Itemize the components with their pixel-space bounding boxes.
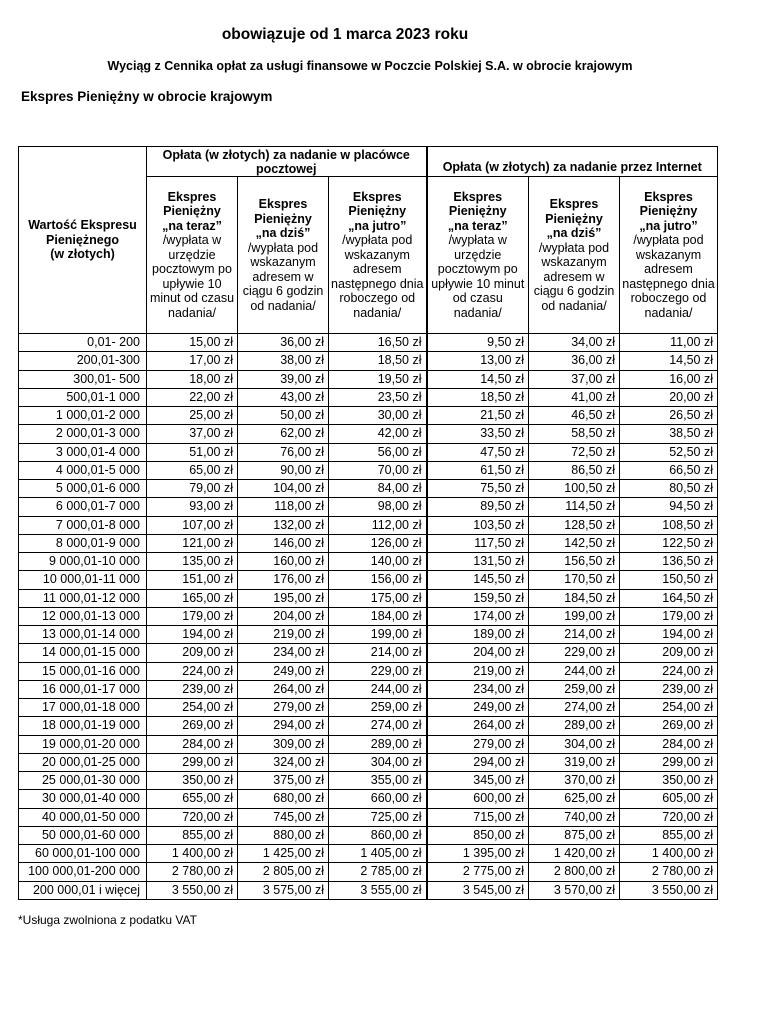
service-name-line: Pieniężny <box>448 204 507 219</box>
fee-cell: 875,00 zł <box>529 826 620 844</box>
fee-cell: 156,00 zł <box>329 571 427 589</box>
fee-cell: 94,50 zł <box>620 498 718 516</box>
fee-cell: 244,00 zł <box>529 662 620 680</box>
fee-cell: 128,50 zł <box>529 516 620 534</box>
service-header <box>147 177 238 334</box>
service-name-line: Pieniężny <box>163 204 221 219</box>
service-name-line: Ekspres <box>644 189 693 204</box>
value-range-cell: 12 000,01-13 000 <box>19 607 147 625</box>
fee-cell: 80,50 zł <box>620 480 718 498</box>
fee-cell: 174,00 zł <box>427 607 529 625</box>
effective-date: obowiązuje od 1 marca 2023 roku <box>221 26 469 43</box>
table-row <box>19 407 718 425</box>
fee-cell: 84,00 zł <box>329 480 427 498</box>
fee-cell: 195,00 zł <box>238 589 329 607</box>
table-row <box>19 589 718 607</box>
table-row <box>19 370 718 388</box>
fee-cell: 2 805,00 zł <box>238 863 329 881</box>
fee-cell: 224,00 zł <box>147 662 238 680</box>
fee-cell: 375,00 zł <box>238 772 329 790</box>
value-header-line: (w złotych) <box>50 247 115 262</box>
fee-cell: 224,00 zł <box>620 662 718 680</box>
section-title: Ekspres Pieniężny w obrocie krajowym <box>21 89 273 104</box>
value-range-cell: 14 000,01-15 000 <box>19 644 147 662</box>
fee-cell: 214,00 zł <box>329 644 427 662</box>
fee-cell: 98,00 zł <box>329 498 427 516</box>
fee-cell: 61,50 zł <box>427 461 529 479</box>
fee-cell: 14,50 zł <box>620 352 718 370</box>
table-row <box>19 808 718 826</box>
fee-cell: 234,00 zł <box>427 680 529 698</box>
fee-cell: 370,00 zł <box>529 772 620 790</box>
fee-cell: 70,00 zł <box>329 461 427 479</box>
fee-cell: 209,00 zł <box>620 644 718 662</box>
value-range-cell: 16 000,01-17 000 <box>19 680 147 698</box>
fee-cell: 33,50 zł <box>427 425 529 443</box>
price-table <box>18 146 718 900</box>
fee-cell: 151,00 zł <box>147 571 238 589</box>
fee-cell: 2 785,00 zł <box>329 863 427 881</box>
table-row <box>19 626 718 644</box>
value-range-cell: 8 000,01-9 000 <box>19 534 147 552</box>
service-description: /wypłata w urzędzie pocztowym po upływie 10 minut od czasu nadania/ <box>431 233 525 320</box>
fee-cell: 324,00 zł <box>238 753 329 771</box>
fee-cell: 740,00 zł <box>529 808 620 826</box>
fee-cell: 194,00 zł <box>147 626 238 644</box>
fee-cell: 1 425,00 zł <box>238 845 329 863</box>
fee-cell: 3 575,00 zł <box>238 881 329 899</box>
fee-cell: 274,00 zł <box>529 699 620 717</box>
service-name-line: Ekspres <box>167 189 217 204</box>
fee-cell: 3 555,00 zł <box>329 881 427 899</box>
fee-cell: 75,50 zł <box>427 480 529 498</box>
fee-cell: 51,00 zł <box>147 443 238 461</box>
value-range-cell: 5 000,01-6 000 <box>19 480 147 498</box>
fee-cell: 715,00 zł <box>427 808 529 826</box>
fee-cell: 209,00 zł <box>147 644 238 662</box>
fee-cell: 76,00 zł <box>238 443 329 461</box>
service-name-line: „na dziś” <box>546 226 602 240</box>
fee-cell: 118,00 zł <box>238 498 329 516</box>
fee-cell: 17,00 zł <box>147 352 238 370</box>
service-description: /wypłata pod wskazanym adresem następnego dnia roboczego od nadania/ <box>331 233 424 320</box>
fee-cell: 1 400,00 zł <box>147 845 238 863</box>
table-row <box>19 388 718 406</box>
fee-cell: 345,00 zł <box>427 772 529 790</box>
fee-cell: 16,50 zł <box>329 334 427 352</box>
table-row <box>19 480 718 498</box>
value-range-cell: 6 000,01-7 000 <box>19 498 147 516</box>
fee-cell: 239,00 zł <box>620 680 718 698</box>
value-range-cell: 20 000,01-25 000 <box>19 753 147 771</box>
fee-cell: 199,00 zł <box>529 607 620 625</box>
fee-cell: 294,00 zł <box>238 717 329 735</box>
fee-cell: 20,00 zł <box>620 388 718 406</box>
fee-cell: 56,00 zł <box>329 443 427 461</box>
fee-cell: 140,00 zł <box>329 553 427 571</box>
table-row <box>19 717 718 735</box>
value-range-cell: 0,01- 200 <box>19 334 147 352</box>
service-header <box>329 177 427 334</box>
fee-cell: 90,00 zł <box>238 461 329 479</box>
table-row <box>19 662 718 680</box>
fee-cell: 299,00 zł <box>147 753 238 771</box>
fee-cell: 259,00 zł <box>529 680 620 698</box>
table-row <box>19 461 718 479</box>
fee-cell: 15,00 zł <box>147 334 238 352</box>
service-name-line: Ekspres <box>453 189 503 204</box>
service-name-line: Pieniężny <box>639 204 698 219</box>
table-row <box>19 790 718 808</box>
fee-cell: 289,00 zł <box>529 717 620 735</box>
table-row <box>19 607 718 625</box>
value-range-cell: 30 000,01-40 000 <box>19 790 147 808</box>
fee-cell: 3 550,00 zł <box>147 881 238 899</box>
fee-cell: 199,00 zł <box>329 626 427 644</box>
fee-cell: 304,00 zł <box>529 735 620 753</box>
fee-cell: 299,00 zł <box>620 753 718 771</box>
fee-cell: 1 395,00 zł <box>427 845 529 863</box>
fee-cell: 25,00 zł <box>147 407 238 425</box>
service-name-line: Pieniężny <box>254 211 312 226</box>
value-range-cell: 100 000,01-200 000 <box>19 863 147 881</box>
fee-cell: 93,00 zł <box>147 498 238 516</box>
fee-cell: 164,50 zł <box>620 589 718 607</box>
fee-cell: 156,50 zł <box>529 553 620 571</box>
fee-cell: 46,50 zł <box>529 407 620 425</box>
fee-cell: 350,00 zł <box>147 772 238 790</box>
fee-cell: 170,50 zł <box>529 571 620 589</box>
value-range-cell: 13 000,01-14 000 <box>19 626 147 644</box>
table-row <box>19 334 718 352</box>
fee-cell: 30,00 zł <box>329 407 427 425</box>
fee-cell: 103,50 zł <box>427 516 529 534</box>
service-name-line: Ekspres <box>352 189 402 204</box>
value-range-cell: 300,01- 500 <box>19 370 147 388</box>
fee-cell: 1 405,00 zł <box>329 845 427 863</box>
service-description: /wypłata pod wskazanym adresem w ciągu 6 godzin od nadania/ <box>242 240 324 313</box>
fee-cell: 189,00 zł <box>427 626 529 644</box>
value-range-cell: 15 000,01-16 000 <box>19 662 147 680</box>
fee-cell: 135,00 zł <box>147 553 238 571</box>
value-range-cell: 18 000,01-19 000 <box>19 717 147 735</box>
fee-cell: 43,00 zł <box>238 388 329 406</box>
fee-cell: 194,00 zł <box>620 626 718 644</box>
fee-cell: 655,00 zł <box>147 790 238 808</box>
fee-cell: 108,50 zł <box>620 516 718 534</box>
fee-cell: 219,00 zł <box>238 626 329 644</box>
fee-cell: 18,00 zł <box>147 370 238 388</box>
value-range-cell: 40 000,01-50 000 <box>19 808 147 826</box>
fee-cell: 136,50 zł <box>620 553 718 571</box>
document-subtitle: Wyciąg z Cennika opłat za usługi finansowe w Poczcie Polskiej S.A. w obrocie krajowym <box>107 59 633 73</box>
fee-cell: 114,50 zł <box>529 498 620 516</box>
table-row <box>19 516 718 534</box>
table-row <box>19 553 718 571</box>
fee-cell: 179,00 zł <box>147 607 238 625</box>
fee-cell: 176,00 zł <box>238 571 329 589</box>
value-range-cell: 17 000,01-18 000 <box>19 699 147 717</box>
fee-cell: 1 400,00 zł <box>620 845 718 863</box>
fee-cell: 72,50 zł <box>529 443 620 461</box>
fee-cell: 289,00 zł <box>329 735 427 753</box>
fee-cell: 850,00 zł <box>427 826 529 844</box>
fee-cell: 855,00 zł <box>620 826 718 844</box>
fee-cell: 625,00 zł <box>529 790 620 808</box>
fee-cell: 145,50 zł <box>427 571 529 589</box>
fee-cell: 249,00 zł <box>238 662 329 680</box>
fee-cell: 254,00 zł <box>620 699 718 717</box>
service-header <box>238 177 329 334</box>
fee-cell: 37,00 zł <box>529 370 620 388</box>
service-name-line: „na teraz” <box>162 218 222 233</box>
fee-cell: 160,00 zł <box>238 553 329 571</box>
table-row <box>19 644 718 662</box>
fee-cell: 720,00 zł <box>620 808 718 826</box>
fee-cell: 184,00 zł <box>329 607 427 625</box>
fee-cell: 3 570,00 zł <box>529 881 620 899</box>
fee-cell: 41,00 zł <box>529 388 620 406</box>
footnote: *Usługa zwolniona z podatku VAT <box>18 913 197 927</box>
fee-cell: 142,50 zł <box>529 534 620 552</box>
fee-cell: 79,00 zł <box>147 480 238 498</box>
fee-cell: 274,00 zł <box>329 717 427 735</box>
group-header-post-office: Opłata (w złotych) za nadanie w placówce pocztowej <box>147 147 427 177</box>
fee-cell: 745,00 zł <box>238 808 329 826</box>
table-row <box>19 826 718 844</box>
fee-cell: 100,50 zł <box>529 480 620 498</box>
fee-cell: 259,00 zł <box>329 699 427 717</box>
fee-cell: 2 780,00 zł <box>620 863 718 881</box>
fee-cell: 39,00 zł <box>238 370 329 388</box>
fee-cell: 37,00 zł <box>147 425 238 443</box>
fee-cell: 860,00 zł <box>329 826 427 844</box>
service-name-line: Pieniężny <box>348 204 407 219</box>
fee-cell: 21,50 zł <box>427 407 529 425</box>
table-row <box>19 680 718 698</box>
value-column-header <box>19 147 147 334</box>
table-row <box>19 772 718 790</box>
table-row <box>19 863 718 881</box>
fee-cell: 264,00 zł <box>238 680 329 698</box>
fee-cell: 249,00 zł <box>427 699 529 717</box>
value-range-cell: 25 000,01-30 000 <box>19 772 147 790</box>
fee-cell: 1 420,00 zł <box>529 845 620 863</box>
fee-cell: 38,50 zł <box>620 425 718 443</box>
fee-cell: 219,00 zł <box>427 662 529 680</box>
fee-cell: 350,00 zł <box>620 772 718 790</box>
fee-cell: 279,00 zł <box>238 699 329 717</box>
fee-cell: 3 545,00 zł <box>427 881 529 899</box>
fee-cell: 184,50 zł <box>529 589 620 607</box>
fee-cell: 38,00 zł <box>238 352 329 370</box>
fee-cell: 254,00 zł <box>147 699 238 717</box>
table-row <box>19 571 718 589</box>
table-row <box>19 352 718 370</box>
service-name-line: „na jutro” <box>639 218 698 233</box>
fee-cell: 204,00 zł <box>427 644 529 662</box>
fee-cell: 880,00 zł <box>238 826 329 844</box>
value-range-cell: 11 000,01-12 000 <box>19 589 147 607</box>
fee-cell: 244,00 zł <box>329 680 427 698</box>
fee-cell: 2 800,00 zł <box>529 863 620 881</box>
table-row <box>19 425 718 443</box>
fee-cell: 269,00 zł <box>147 717 238 735</box>
fee-cell: 19,50 zł <box>329 370 427 388</box>
value-range-cell: 200,01-300 <box>19 352 147 370</box>
value-range-cell: 2 000,01-3 000 <box>19 425 147 443</box>
fee-cell: 86,50 zł <box>529 461 620 479</box>
value-range-cell: 9 000,01-10 000 <box>19 553 147 571</box>
service-header <box>529 177 620 334</box>
fee-cell: 131,50 zł <box>427 553 529 571</box>
fee-cell: 279,00 zł <box>427 735 529 753</box>
fee-cell: 239,00 zł <box>147 680 238 698</box>
fee-cell: 66,50 zł <box>620 461 718 479</box>
fee-cell: 204,00 zł <box>238 607 329 625</box>
value-range-cell: 50 000,01-60 000 <box>19 826 147 844</box>
fee-cell: 34,00 zł <box>529 334 620 352</box>
table-row <box>19 881 718 899</box>
service-name-line: „na dziś” <box>255 226 311 240</box>
fee-cell: 605,00 zł <box>620 790 718 808</box>
table-row <box>19 534 718 552</box>
fee-cell: 284,00 zł <box>147 735 238 753</box>
fee-cell: 855,00 zł <box>147 826 238 844</box>
fee-cell: 720,00 zł <box>147 808 238 826</box>
fee-cell: 229,00 zł <box>529 644 620 662</box>
table-row <box>19 735 718 753</box>
fee-cell: 165,00 zł <box>147 589 238 607</box>
fee-cell: 2 780,00 zł <box>147 863 238 881</box>
fee-cell: 150,50 zł <box>620 571 718 589</box>
table-row <box>19 443 718 461</box>
service-description: /wypłata pod wskazanym adresem następnego dnia roboczego od nadania/ <box>622 233 715 320</box>
fee-cell: 269,00 zł <box>620 717 718 735</box>
fee-cell: 126,00 zł <box>329 534 427 552</box>
fee-cell: 309,00 zł <box>238 735 329 753</box>
fee-cell: 122,50 zł <box>620 534 718 552</box>
fee-cell: 36,00 zł <box>529 352 620 370</box>
fee-cell: 107,00 zł <box>147 516 238 534</box>
value-range-cell: 200 000,01 i więcej <box>19 881 147 899</box>
fee-cell: 600,00 zł <box>427 790 529 808</box>
value-range-cell: 19 000,01-20 000 <box>19 735 147 753</box>
fee-cell: 2 775,00 zł <box>427 863 529 881</box>
fee-cell: 89,50 zł <box>427 498 529 516</box>
fee-cell: 14,50 zł <box>427 370 529 388</box>
fee-cell: 264,00 zł <box>427 717 529 735</box>
fee-cell: 47,50 zł <box>427 443 529 461</box>
value-range-cell: 7 000,01-8 000 <box>19 516 147 534</box>
fee-cell: 234,00 zł <box>238 644 329 662</box>
value-range-cell: 60 000,01-100 000 <box>19 845 147 863</box>
fee-cell: 294,00 zł <box>427 753 529 771</box>
service-description: /wypłata pod wskazanym adresem w ciągu 6 godzin od nadania/ <box>533 240 615 313</box>
fee-cell: 11,00 zł <box>620 334 718 352</box>
fee-cell: 26,50 zł <box>620 407 718 425</box>
service-header <box>427 177 529 334</box>
fee-cell: 62,00 zł <box>238 425 329 443</box>
fee-cell: 179,00 zł <box>620 607 718 625</box>
service-description: /wypłata w urzędzie pocztowym po upływie 10 minut od czasu nadania/ <box>149 233 235 320</box>
table-row <box>19 753 718 771</box>
value-header-line: Wartość Ekspresu <box>28 218 137 233</box>
service-name-line: „na teraz” <box>447 218 508 233</box>
fee-cell: 159,50 zł <box>427 589 529 607</box>
value-range-cell: 10 000,01-11 000 <box>19 571 147 589</box>
value-header-line: Pieniężnego <box>46 232 119 247</box>
fee-cell: 9,50 zł <box>427 334 529 352</box>
fee-cell: 117,50 zł <box>427 534 529 552</box>
fee-cell: 175,00 zł <box>329 589 427 607</box>
table-row <box>19 845 718 863</box>
fee-cell: 660,00 zł <box>329 790 427 808</box>
fee-cell: 18,50 zł <box>427 388 529 406</box>
fee-cell: 284,00 zł <box>620 735 718 753</box>
service-header <box>620 177 718 334</box>
fee-cell: 319,00 zł <box>529 753 620 771</box>
fee-cell: 42,00 zł <box>329 425 427 443</box>
fee-cell: 146,00 zł <box>238 534 329 552</box>
fee-cell: 65,00 zł <box>147 461 238 479</box>
fee-cell: 214,00 zł <box>529 626 620 644</box>
fee-cell: 304,00 zł <box>329 753 427 771</box>
service-name-line: Ekspres <box>549 197 599 211</box>
service-name-line: Pieniężny <box>545 211 603 226</box>
fee-cell: 16,00 zł <box>620 370 718 388</box>
fee-cell: 3 550,00 zł <box>620 881 718 899</box>
fee-cell: 112,00 zł <box>329 516 427 534</box>
fee-cell: 13,00 zł <box>427 352 529 370</box>
fee-cell: 22,00 zł <box>147 388 238 406</box>
service-name-line: Ekspres <box>258 197 308 211</box>
fee-cell: 52,50 zł <box>620 443 718 461</box>
service-name-line: „na jutro” <box>348 218 407 233</box>
fee-cell: 36,00 zł <box>238 334 329 352</box>
fee-cell: 58,50 zł <box>529 425 620 443</box>
fee-cell: 725,00 zł <box>329 808 427 826</box>
table-row <box>19 498 718 516</box>
fee-cell: 104,00 zł <box>238 480 329 498</box>
fee-cell: 229,00 zł <box>329 662 427 680</box>
value-range-cell: 3 000,01-4 000 <box>19 443 147 461</box>
fee-cell: 680,00 zł <box>238 790 329 808</box>
fee-cell: 23,50 zł <box>329 388 427 406</box>
value-range-cell: 500,01-1 000 <box>19 388 147 406</box>
fee-cell: 18,50 zł <box>329 352 427 370</box>
value-range-cell: 4 000,01-5 000 <box>19 461 147 479</box>
fee-cell: 121,00 zł <box>147 534 238 552</box>
fee-cell: 355,00 zł <box>329 772 427 790</box>
table-row <box>19 699 718 717</box>
fee-cell: 132,00 zł <box>238 516 329 534</box>
fee-cell: 50,00 zł <box>238 407 329 425</box>
group-header-internet: Opłata (w złotych) za nadanie przez Internet <box>427 147 718 177</box>
value-range-cell: 1 000,01-2 000 <box>19 407 147 425</box>
